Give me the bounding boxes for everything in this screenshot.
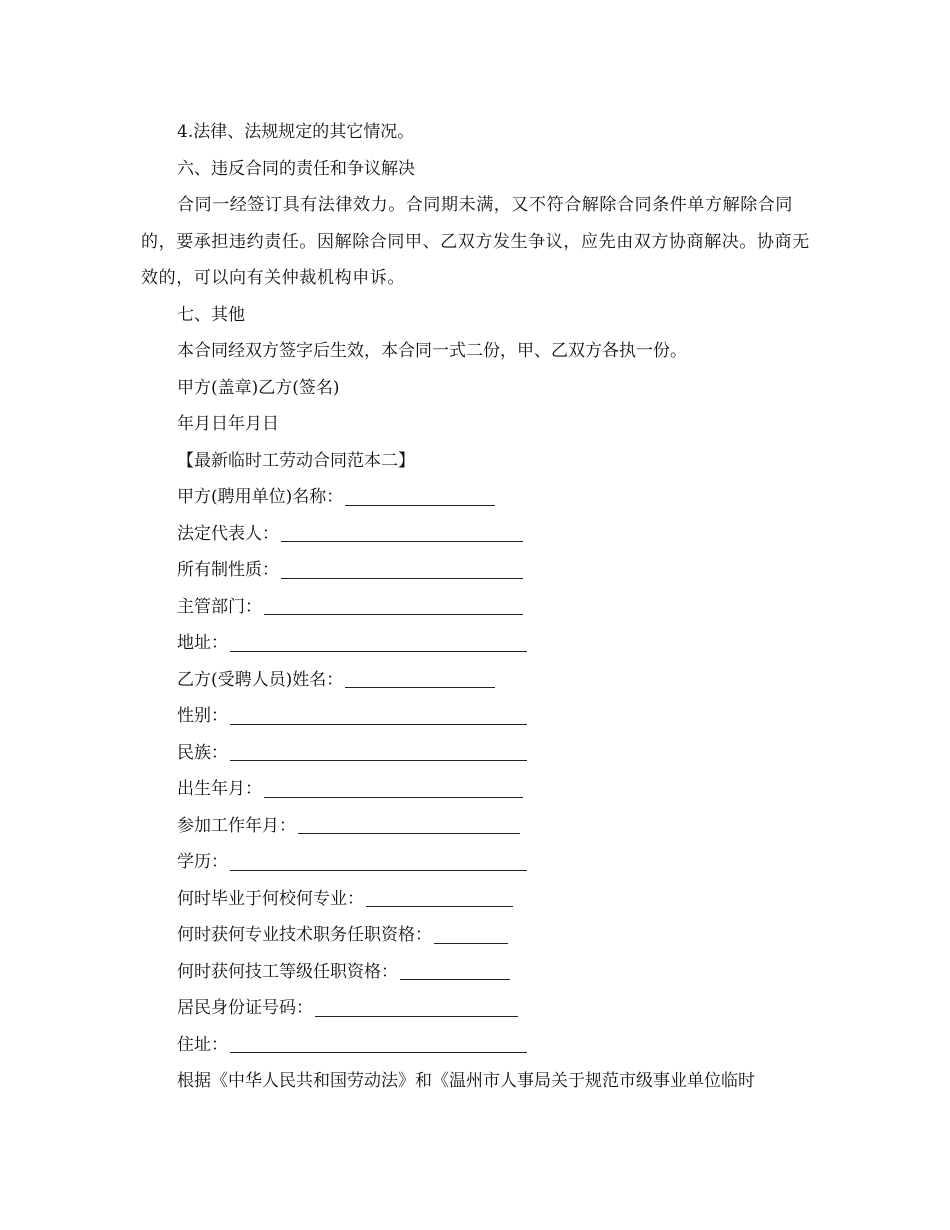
field-label: 学历：	[177, 852, 228, 872]
fill-in-blank	[230, 1051, 527, 1053]
field-label: 性别：	[177, 706, 228, 726]
clause-4-line: 4.法律、法规规定的其它情况。	[177, 122, 415, 142]
field-label: 地址：	[177, 633, 228, 653]
form-field-id-number	[141, 990, 813, 1027]
fill-in-blank	[281, 540, 523, 542]
field-label: 主管部门：	[177, 596, 262, 617]
form-field-employee-name	[141, 662, 813, 699]
fill-in-blank	[434, 942, 508, 944]
date-line: 年月日年月日	[177, 414, 279, 434]
form-field-address	[141, 625, 813, 662]
form-field-residence	[141, 1027, 813, 1064]
field-label: 参加工作年月：	[177, 815, 296, 836]
fill-in-blank	[230, 650, 527, 652]
form-field-gender	[141, 698, 813, 735]
form-field-employer-name	[141, 479, 813, 516]
fill-in-blank	[264, 796, 523, 798]
form-field-ethnicity	[141, 735, 813, 772]
field-label: 法定代表人：	[177, 523, 279, 544]
form-field-professional-title	[141, 917, 813, 954]
fill-in-blank	[298, 832, 520, 834]
liability-paragraph: 合同一经签订具有法律效力。合同期未满，又不符合解除合同条件单方解除合同的，要承担违约责任。因解除合同甲、乙双方发生争议，应先由双方协商解决。协商无效的，可以向有关仲裁机构申诉。	[141, 195, 810, 288]
field-label: 甲方(聘用单位)名称：	[177, 487, 344, 507]
field-label: 所有制性质：	[177, 560, 279, 580]
signature-line: 甲方(盖章)乙方(签名)	[177, 377, 340, 398]
form-field-legal-representative	[141, 516, 813, 553]
fill-in-blank	[366, 905, 513, 907]
field-label: 民族：	[177, 742, 228, 763]
fill-in-blank	[345, 504, 495, 506]
form-field-education	[141, 844, 813, 881]
effective-clause: 本合同经双方签字后生效，本合同一式二份，甲、乙双方各执一份。	[177, 341, 687, 361]
field-label: 何时获何专业技术职务任职资格：	[177, 925, 432, 945]
section-7-heading: 七、其他	[177, 304, 245, 325]
form-field-graduation	[141, 881, 813, 918]
fill-in-blank	[315, 1015, 518, 1017]
fill-in-blank	[281, 577, 523, 579]
field-label: 何时获何技工等级任职资格：	[177, 961, 398, 982]
section-6-heading: 六、违反合同的责任和争议解决	[177, 158, 415, 179]
form-field-birth-date	[141, 771, 813, 808]
fill-in-blank	[400, 978, 510, 980]
field-label: 住址：	[177, 1034, 228, 1055]
field-label: 居民身份证号码：	[177, 998, 313, 1018]
form-field-ownership	[141, 552, 813, 589]
form-field-department	[141, 589, 813, 626]
field-label: 乙方(受聘人员)姓名：	[177, 669, 344, 690]
basis-line: 根据《中华人民共和国劳动法》和《温州市人事局关于规范市级事业单位临时	[177, 1071, 755, 1091]
form-field-work-start-date	[141, 808, 813, 845]
template-two-heading: 【最新临时工劳动合同范本二】	[177, 450, 415, 471]
fill-in-blank	[264, 613, 523, 615]
fill-in-blank	[345, 686, 495, 688]
field-label: 出生年月：	[177, 779, 262, 799]
fill-in-blank	[230, 759, 527, 761]
fill-in-blank	[230, 723, 527, 725]
field-label: 何时毕业于何校何专业：	[177, 888, 364, 909]
form-field-technician-grade	[141, 954, 813, 991]
fill-in-blank	[230, 869, 527, 871]
document-body	[141, 114, 813, 1100]
